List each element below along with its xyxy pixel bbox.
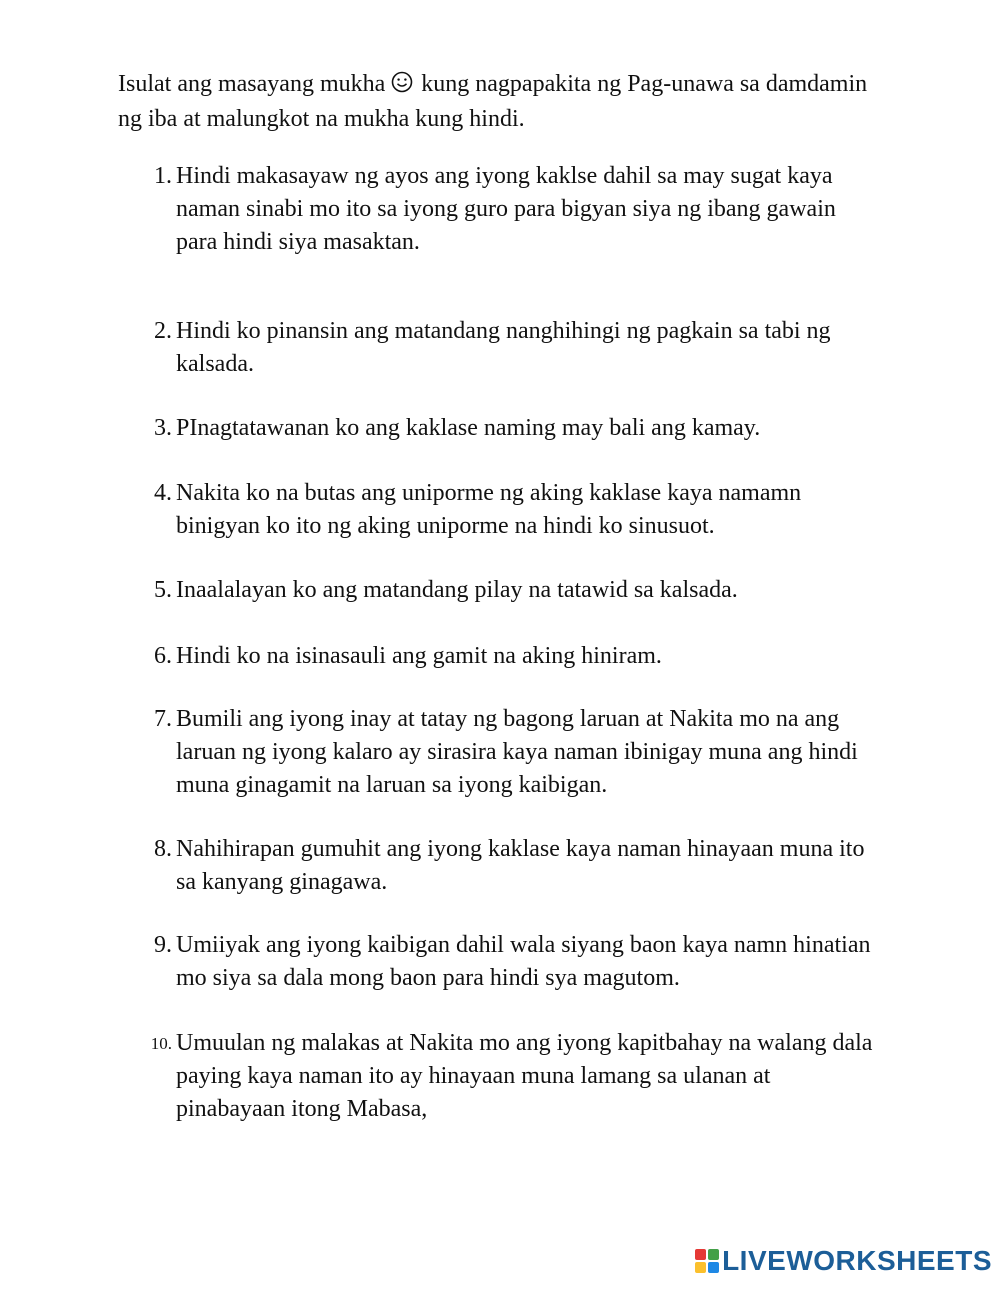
item-number: 5. [154, 577, 172, 603]
list-item [140, 640, 880, 673]
logo-square [695, 1249, 706, 1260]
logo-square [708, 1262, 719, 1273]
list-item [140, 703, 880, 802]
item-text: Hindi makasayaw ng ayos ang iyong kaklse dahil sa may sugat kaya naman sinabi mo ito sa iyong guro para bigyan siya ng ibang gawain para hindi siya masaktan. [176, 163, 836, 255]
instructions-text-end: kung nagpapakita ng Pag-unawa sa damdamin ng iba at malungkot na mukha kung hindi. [118, 71, 868, 132]
item-text: Umuulan ng malakas at Nakita mo ang iyong kapitbahay na walang dala paying kaya naman ito ay hinayaan muna lamang sa ulanan at pinabayaan itong Mabasa, [176, 1030, 873, 1122]
logo-text: LIVEWORKSHEETS [722, 1245, 992, 1276]
liveworksheets-logo-icon [695, 1249, 719, 1273]
list-item [140, 929, 880, 995]
list-item [140, 833, 880, 899]
logo-square [708, 1249, 719, 1260]
item-number: 6. [154, 643, 172, 669]
item-number: 2. [154, 318, 172, 344]
list-item [140, 315, 880, 381]
liveworksheets-logo [695, 1245, 992, 1277]
item-text: Bumili ang iyong inay at tatay ng bagong laruan at Nakita mo na ang laruan ng iyong kalaro ay sirasira kaya naman ibinigay muna ang hindi muna ginagamit na laruan sa iyong kaibigan. [176, 706, 858, 798]
item-number: 9. [154, 932, 172, 958]
item-number: 4. [154, 480, 172, 506]
list-item [140, 477, 880, 543]
item-text: Nahihirapan gumuhit ang iyong kaklase kaya naman hinayaan muna ito sa kanyang ginagawa. [176, 836, 865, 895]
item-number: 7. [154, 706, 172, 732]
logo-square [695, 1262, 706, 1273]
item-number: 10. [150, 1034, 172, 1053]
item-number: 1. [154, 163, 172, 189]
list-item [140, 574, 880, 607]
item-text: Hindi ko na isinasauli ang gamit na aking hiniram. [176, 643, 662, 669]
item-text: Nakita ko na butas ang uniporme ng aking kaklase kaya namamn binigyan ko ito ng aking uniporme na hindi ko sinusuot. [176, 480, 802, 539]
list-item [140, 412, 880, 445]
list-item [140, 1027, 880, 1126]
smiley-face-icon [391, 70, 413, 103]
item-text: PInagtatawanan ko ang kaklase naming may bali ang kamay. [176, 415, 761, 441]
item-text: Umiiyak ang iyong kaibigan dahil wala siyang baon kaya namn hinatian mo siya sa dala mong baon para hindi sya magutom. [176, 932, 871, 991]
instructions [118, 68, 878, 136]
list-item [140, 160, 880, 259]
instructions-text-start: Isulat ang masayang mukha [118, 71, 386, 97]
item-text: Inaalalayan ko ang matandang pilay na tatawid sa kalsada. [176, 577, 738, 603]
item-number: 8. [154, 836, 172, 862]
item-text: Hindi ko pinansin ang matandang nanghihingi ng pagkain sa tabi ng kalsada. [176, 318, 831, 377]
item-number: 3. [154, 415, 172, 441]
